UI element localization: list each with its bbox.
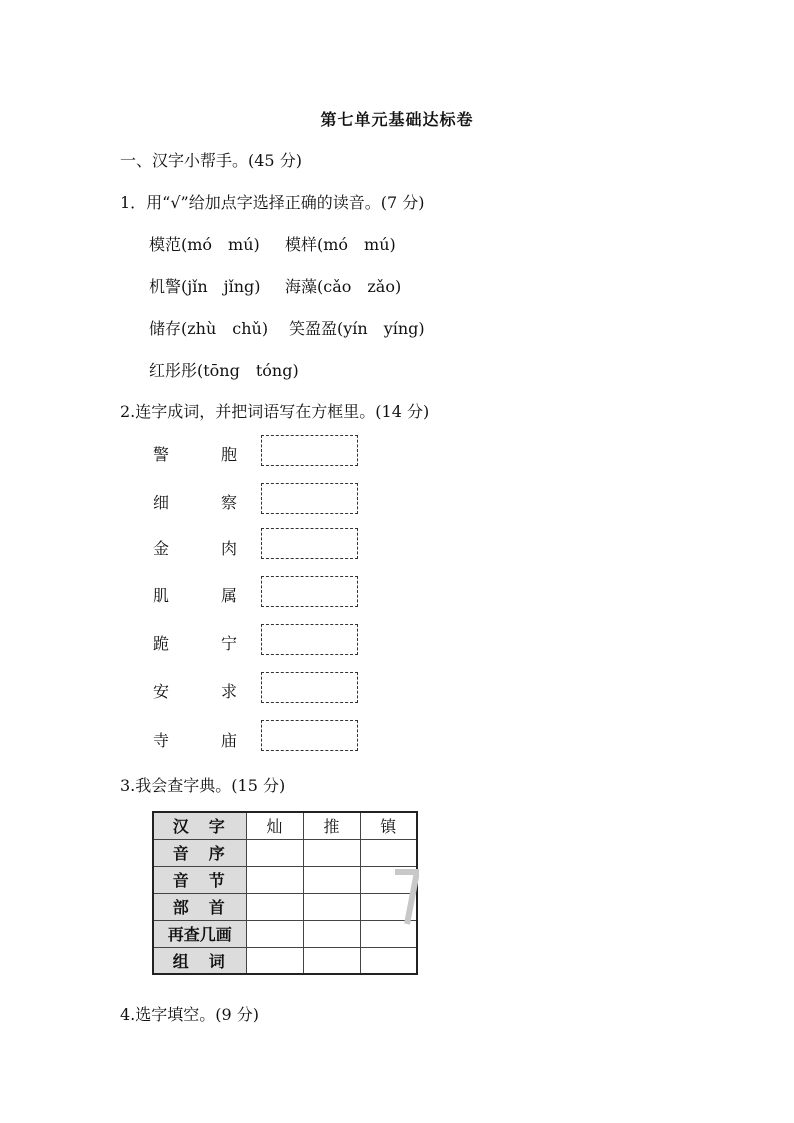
question-1-label: 1．用“√”给加点字选择正确的读音。(7 分) [120,193,425,212]
table-row [153,947,417,974]
answer-box[interactable] [261,435,358,466]
row-header: 汉 字 [153,812,246,839]
row-header: 组 词 [153,947,246,974]
left-char[interactable]: 警 [153,445,170,464]
char-cell: 推 [303,812,360,839]
pinyin-choice[interactable]: 海藻(cǎo zǎo) [285,277,402,296]
left-char[interactable]: 安 [153,682,170,701]
right-char[interactable]: 求 [221,682,238,701]
right-char[interactable]: 庙 [221,731,238,750]
question-2-label: 2.连字成词，并把词语写在方框里。(14 分) [120,402,430,421]
answer-cell[interactable] [303,866,360,893]
right-char[interactable]: 胞 [221,445,238,464]
left-char[interactable]: 肌 [153,586,170,605]
right-char[interactable]: 察 [221,493,238,512]
pinyin-choice[interactable]: 模样(mó mú) [285,235,396,254]
table-row [153,839,417,866]
left-char[interactable]: 跪 [153,634,170,653]
question-4-label: 4.选字填空。(9 分) [120,1005,260,1024]
answer-box[interactable] [261,483,358,514]
answer-box[interactable] [261,576,358,607]
answer-cell[interactable] [246,866,303,893]
answer-box[interactable] [261,528,358,559]
pinyin-choice[interactable]: 机警(jǐn jǐng) [149,277,261,296]
right-char[interactable]: 属 [221,586,238,605]
right-char[interactable]: 肉 [221,539,238,558]
row-header: 音 节 [153,866,246,893]
answer-cell[interactable] [303,920,360,947]
answer-cell[interactable] [246,920,303,947]
dictionary-table [152,811,418,975]
table-row [153,920,417,947]
answer-box[interactable] [261,672,358,703]
left-char[interactable]: 金 [153,539,170,558]
right-char[interactable]: 宁 [221,634,238,653]
answer-cell[interactable] [303,839,360,866]
table-row [153,893,417,920]
char-cell: 灿 [246,812,303,839]
answer-cell[interactable] [246,893,303,920]
answer-cell[interactable] [246,839,303,866]
answer-box[interactable] [261,720,358,751]
answer-cell[interactable] [360,947,417,974]
pinyin-choice[interactable]: 储存(zhù chǔ) [149,319,269,338]
watermark-mark [393,858,419,941]
pinyin-choice[interactable]: 笑盈盈(yín yíng) [289,319,425,338]
answer-cell[interactable] [303,893,360,920]
row-header: 音 序 [153,839,246,866]
answer-box[interactable] [261,624,358,655]
pinyin-choice[interactable]: 模范(mó mú) [149,235,260,254]
row-header: 再查几画 [153,920,246,947]
left-char[interactable]: 细 [153,493,170,512]
section-heading: 一、汉字小帮手。(45 分) [120,151,302,170]
question-3-label: 3.我会查字典。(15 分) [120,776,286,795]
char-cell: 镇 [360,812,417,839]
answer-cell[interactable] [303,947,360,974]
pinyin-choice[interactable]: 红彤彤(tōng tóng) [149,361,299,380]
watermark-shape [393,858,419,928]
answer-cell[interactable] [246,947,303,974]
row-header: 部 首 [153,893,246,920]
table-row [153,812,417,839]
table-row [153,866,417,893]
left-char[interactable]: 寺 [153,731,170,750]
page-title: 第七单元基础达标卷 [320,110,474,129]
